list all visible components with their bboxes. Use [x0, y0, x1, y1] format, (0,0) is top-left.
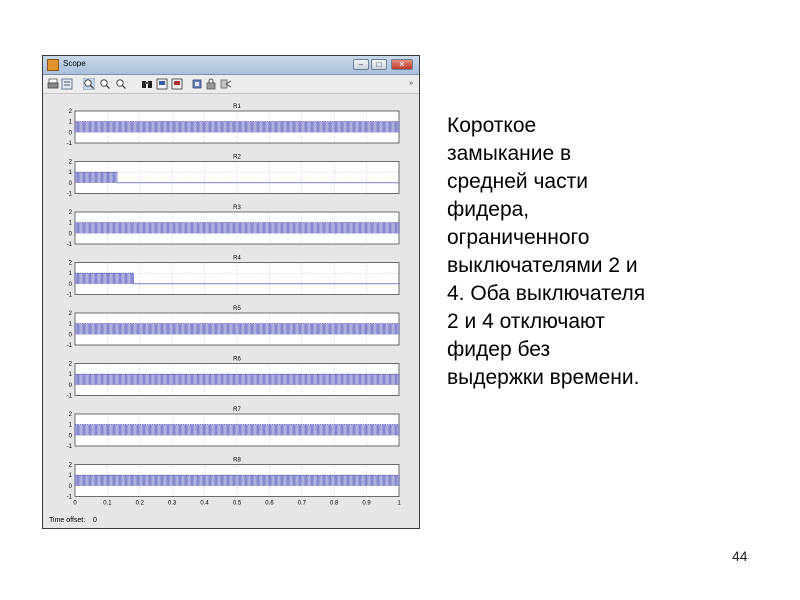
save-axes-icon[interactable]: [156, 78, 168, 90]
window-title: Scope: [63, 59, 86, 68]
slide-description: Короткое замыкание в средней части фидера, ограниченного выключателями 2 и 4. Оба выключателя 2 и 4 отключают фидер без выдержки времени.: [447, 114, 646, 389]
x-tick-label: 0.3: [168, 500, 177, 507]
y-tick-label: -1: [66, 393, 72, 400]
subplot-title: R5: [233, 306, 241, 312]
y-tick-label: -1: [66, 191, 72, 198]
y-tick-label: 2: [68, 159, 72, 166]
zoom-y-icon[interactable]: [115, 78, 127, 90]
y-tick-label: 2: [68, 109, 72, 115]
x-tick-label: 0.1: [103, 500, 112, 507]
subplot-r7: [67, 407, 399, 450]
slide-number: 44: [732, 548, 748, 564]
x-tick-label: 0.5: [232, 500, 242, 507]
y-tick-label: 0: [68, 433, 72, 440]
zoom-icon[interactable]: [83, 78, 95, 90]
subplot-r8: [67, 458, 402, 507]
y-tick-label: 2: [68, 412, 72, 418]
print-icon[interactable]: [47, 78, 59, 90]
y-tick-label: 2: [68, 210, 72, 216]
time-offset-label: Time offset:: [49, 517, 86, 524]
x-tick-label: 0.6: [265, 500, 274, 507]
scope-plots: [43, 94, 419, 514]
subplot-r2: [67, 155, 399, 198]
y-tick-label: 2: [68, 361, 72, 368]
time-offset-value: 0: [93, 517, 97, 524]
y-tick-label: 1: [68, 119, 72, 126]
minimize-button[interactable]: –: [353, 59, 369, 70]
subplot-title: R8: [233, 457, 241, 464]
y-tick-label: 0: [68, 180, 72, 187]
signal-selection-icon[interactable]: [220, 78, 232, 90]
zoom-x-icon[interactable]: [99, 78, 111, 90]
y-tick-label: 1: [68, 220, 72, 227]
x-tick-label: 0.2: [135, 500, 144, 507]
x-tick-label: 0: [73, 500, 77, 507]
subplot-title: R1: [233, 104, 241, 110]
y-tick-label: -1: [66, 494, 72, 501]
y-tick-label: -1: [66, 141, 72, 147]
subplot-r5: [67, 306, 399, 349]
y-tick-label: 0: [68, 130, 72, 137]
x-tick-label: 0.4: [200, 500, 209, 507]
maximize-button[interactable]: □: [371, 59, 387, 70]
x-tick-label: 0.9: [362, 500, 371, 507]
y-tick-label: 1: [68, 271, 72, 278]
subplot-title: R7: [233, 407, 241, 413]
y-tick-label: 2: [68, 462, 72, 469]
y-tick-label: 0: [68, 332, 72, 339]
y-tick-label: 2: [68, 260, 72, 267]
subplot-r1: [67, 104, 399, 147]
lock-axes-icon[interactable]: [205, 78, 217, 90]
close-button[interactable]: ✕: [391, 59, 413, 70]
parameters-icon[interactable]: [61, 78, 73, 90]
y-tick-label: 0: [68, 281, 72, 288]
subplot-title: R6: [233, 356, 241, 363]
y-tick-label: 1: [68, 372, 72, 379]
matlab-app-icon: [47, 59, 59, 71]
y-tick-label: 0: [68, 382, 72, 389]
subplot-title: R2: [233, 154, 241, 161]
subplot-title: R3: [233, 205, 241, 211]
autoscale-binoculars-icon[interactable]: [141, 78, 153, 90]
y-tick-label: 1: [68, 321, 72, 328]
y-tick-label: 0: [68, 483, 72, 490]
x-tick-label: 0.7: [297, 500, 306, 507]
subplot-r3: [67, 205, 399, 248]
title-bar[interactable]: [43, 56, 419, 75]
toolbar: [43, 75, 419, 94]
restore-axes-icon[interactable]: [171, 78, 183, 90]
y-tick-label: 0: [68, 231, 72, 238]
y-tick-label: 1: [68, 422, 72, 429]
subplot-title: R4: [233, 255, 241, 262]
subplot-r4: [67, 256, 399, 299]
x-tick-label: 1: [397, 500, 401, 507]
subplot-r6: [67, 357, 399, 400]
y-tick-label: -1: [66, 444, 72, 450]
y-tick-label: -1: [66, 343, 72, 349]
floating-scope-icon[interactable]: [191, 78, 203, 90]
y-tick-label: -1: [66, 242, 72, 248]
toolbar-overflow-chevron[interactable]: »: [409, 80, 413, 87]
scope-window: [42, 55, 420, 529]
y-tick-label: 1: [68, 170, 72, 177]
y-tick-label: -1: [66, 292, 72, 299]
y-tick-label: 1: [68, 473, 72, 480]
x-tick-label: 0.8: [330, 500, 339, 507]
y-tick-label: 2: [68, 311, 72, 317]
